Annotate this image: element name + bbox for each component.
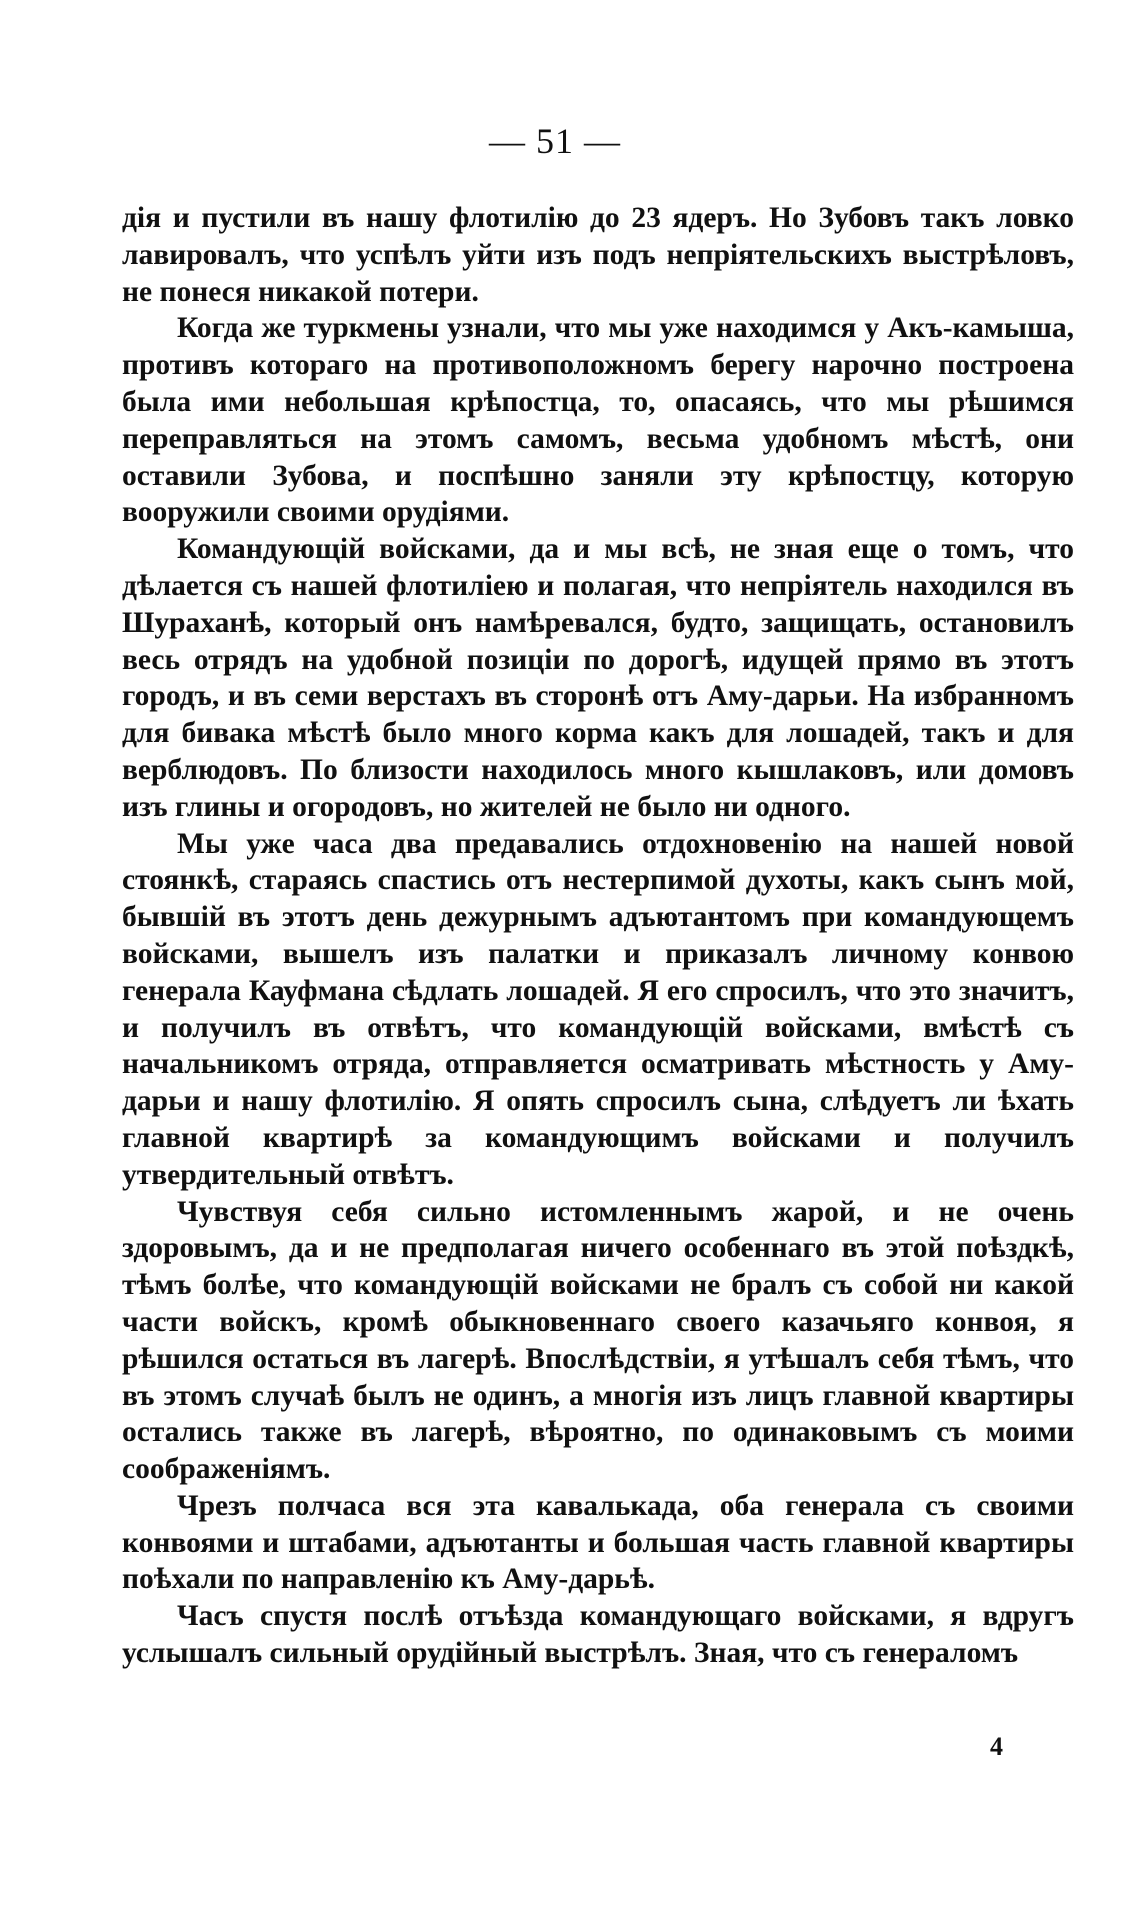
- paragraph: Когда же туркмены узнали, что мы уже находимся у Акъ-камыша, противъ котораго на противоположномъ берегу нарочно построена была ими небольшая крѣпостца, то, опасаясь, что мы рѣшимся переправляться на этомъ самомъ, весьма удобномъ мѣстѣ, они оставили Зубова, и поспѣшно заняли эту крѣпостцу, которую вооружили своими орудіями.: [122, 312, 1074, 529]
- signature-mark: 4: [990, 1732, 1003, 1761]
- page-number: — 51 —: [489, 121, 621, 161]
- paragraph: Часъ спустя послѣ отъѣзда командующаго войсками, я вдругъ услышалъ сильный орудійный выстрѣлъ. Зная, что съ генераломъ: [122, 1600, 1074, 1670]
- paragraph: Чувствуя себя сильно истомленнымъ жарой, и не очень здоровымъ, да и не предполагая ничего особеннаго въ этой поѣздкѣ, тѣмъ болѣе, что командующій войсками не бралъ съ собой ни какой части войскъ, кромѣ обыкновеннаго своего казачьяго конвоя, я рѣшился остаться въ лагерѣ. Впослѣдствіи, я утѣшалъ себя тѣмъ, что въ этомъ случаѣ былъ не одинъ, а многія изъ лицъ главной квартиры остались также въ лагерѣ, вѣроятно, по одинаковымъ съ моими соображеніямъ.: [122, 1195, 1074, 1486]
- paragraph: Мы уже часа два предавались отдохновенію на нашей новой стоянкѣ, стараясь спастись отъ нестерпимой духоты, какъ сынъ мой, бывшій въ этотъ день дежурнымъ адъютантомъ при командующемъ войсками, вышелъ изъ палатки и приказалъ личному конвою генерала Кауфмана сѣдлать лошадей. Я его спросилъ, что это значитъ, и получилъ въ отвѣтъ, что командующій войсками, вмѣстѣ съ начальникомъ отряда, отправляется осматривать мѣстность у Аму-дарьи и нашу флотилію. Я опять спросилъ сына, слѣдуетъ ли ѣхать главной квартирѣ за командующимъ войсками и получилъ утвердительный отвѣтъ.: [122, 827, 1074, 1191]
- paragraph: Чрезъ полчаса вся эта кавалькада, оба генерала съ своими конвоями и штабами, адъютанты и большая часть главной квартиры поѣхали по направленію къ Аму-дарьѣ.: [122, 1489, 1074, 1596]
- paragraph: дія и пустили въ нашу флотилію до 23 ядеръ. Но Зубовъ такъ ловко лавировалъ, что успѣлъ уйти изъ подъ непріятельскихъ выстрѣловъ, не понеся никакой потери.: [122, 202, 1074, 308]
- body-text: [122, 200, 1074, 1672]
- paragraph: Командующій войсками, да и мы всѣ, не зная еще о томъ, что дѣлается съ нашей флотиліею и полагая, что непріятель находился въ Шураханѣ, который онъ намѣревался, будто, защищать, остановилъ весь отрядъ на удобной позиціи по дорогѣ, идущей прямо въ этотъ городъ, и въ семи верстахъ въ сторонѣ отъ Аму-дарьи. На избранномъ для бивака мѣстѣ было много корма какъ для лошадей, такъ и для верблюдовъ. По близости находилось много кышлаковъ, или домовъ изъ глины и огородовъ, но жителей не было ни одного.: [122, 533, 1074, 823]
